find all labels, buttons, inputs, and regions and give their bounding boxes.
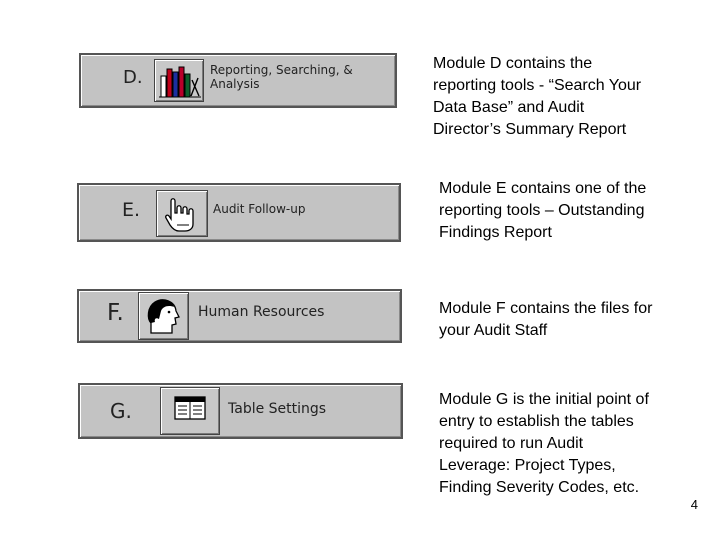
module-g-description: Module G is the initial point of entry to establish the tables required to run Audit Leverage: Project Types, Finding Severity Codes, etc. — [439, 391, 649, 496]
table-icon — [161, 388, 219, 434]
module-f-label: Human Resources — [198, 304, 325, 320]
module-d-panel — [79, 53, 397, 108]
module-f-letter: F. — [107, 300, 124, 326]
module-d-label: Reporting, Searching, & Analysis — [210, 63, 353, 91]
page-number: 4 — [690, 497, 698, 512]
pointing-hand-icon — [157, 191, 207, 236]
module-e-button[interactable] — [156, 190, 208, 237]
module-f-panel — [77, 289, 402, 343]
books-icon — [155, 60, 203, 101]
module-e-letter: E. — [122, 199, 141, 221]
module-f-button[interactable] — [138, 292, 189, 340]
module-g-label: Table Settings — [228, 401, 327, 417]
module-g-button[interactable] — [160, 387, 220, 435]
module-g-panel — [78, 383, 403, 439]
module-e-description: Module E contains one of the reporting tools – Outstanding Findings Report — [439, 180, 647, 241]
module-d-letter: D. — [123, 67, 143, 88]
module-d-description: Module D contains the reporting tools - “Search Your Data Base” and Audit Director’s Summary Report — [433, 55, 642, 138]
module-f-description: Module F contains the files for your Audit Staff — [439, 300, 653, 339]
module-d-button[interactable] — [154, 59, 204, 102]
module-e-panel — [77, 183, 401, 242]
person-head-icon — [139, 293, 188, 339]
module-g-letter: G. — [110, 399, 132, 423]
module-e-label: Audit Follow-up — [213, 202, 306, 216]
